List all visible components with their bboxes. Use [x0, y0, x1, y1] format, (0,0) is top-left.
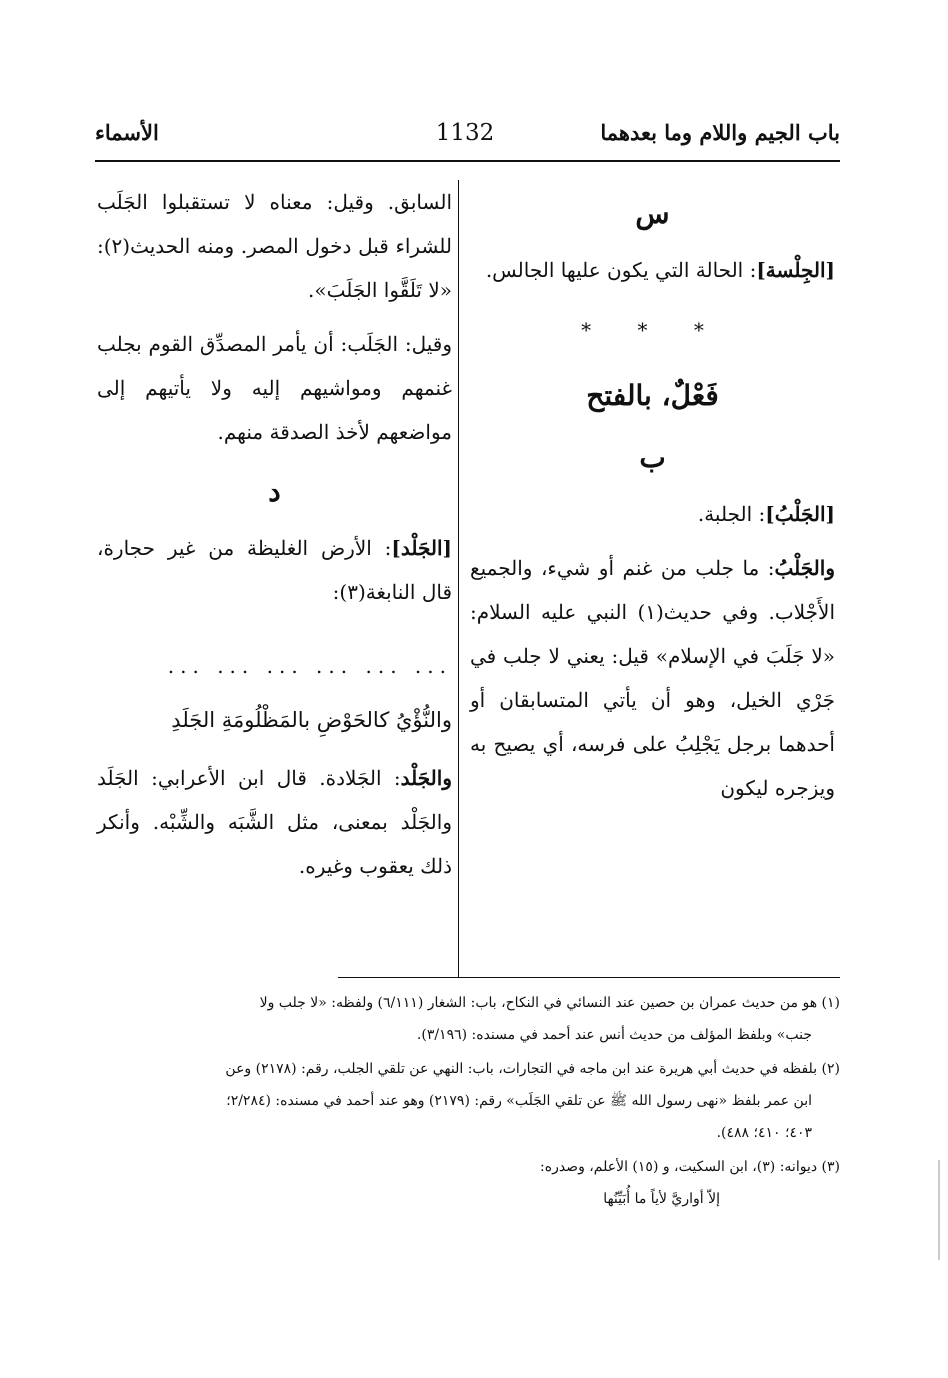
footnote-line: ٤٠٣؛ ٤١٠؛ ٤٨٨).: [716, 1125, 812, 1141]
page-header: [95, 112, 840, 160]
letter-heading-ba: ب: [639, 441, 666, 474]
entry-jilsa: [470, 248, 835, 292]
footnote-line: ابن عمر بلفظ «نهى رسول الله ﷺ عن تلقي الجَلَب» رقم: (٢١٧٩) وهو عند أحمد في مسنده: (٢/٢٨٤؛: [226, 1093, 812, 1109]
footnote-line: (٣) ديوانه: (٣)، ابن السكيت، و (١٥) الأعلم، وصدره:: [540, 1159, 840, 1175]
poetry-verse: والنُّؤْيُ كالحَوْضِ بالمَظْلُومَةِ الجَلَدِ: [171, 708, 452, 732]
section-separator: * * *: [581, 318, 724, 342]
scan-edge-mark: [938, 1160, 940, 1260]
footnote-line: جنب» وبلفظ المؤلف من حديث أنس عند أحمد في مسنده: (٣/١٩٦).: [416, 1027, 812, 1043]
headword: [الجَلْد]: [391, 536, 452, 560]
letter-heading-dal: د: [268, 475, 281, 508]
entry-jald: [97, 526, 452, 614]
page-number: 1132: [435, 120, 495, 146]
entry-text: : ما جلب من غنم أو شيء، والجميع الأَجْلاب. وفي حديث(١) النبي عليه السلام: «لا جَلَبَ في الإسلام» قيل: يعني لا جلب في جَرْي الخيل، وهو أن يأتي المتسابقان أو أحدهما برجل يَجْلِبُ على فرسه، أي يصيح به ويزجره ليكون: [470, 556, 835, 800]
footnote-1: [95, 987, 840, 1051]
entry-jald-2: [97, 756, 452, 888]
footnote-rule: [338, 977, 840, 978]
entry-jalb: [470, 492, 835, 536]
letter-heading-sin: س: [635, 197, 670, 230]
entry-text: : الأرض الغليظة من غير حجارة، قال النابغة(٣):: [97, 536, 452, 604]
headword: والجَلْد: [400, 766, 452, 790]
entry-text: : الحالة التي يكون عليها الجالس.: [485, 258, 757, 282]
footnote-verse: إلاّ أواريَّ لأياً ما أُبَيِّنُها: [603, 1191, 720, 1207]
verse-ellipsis: ... ... ... ... ... ...: [167, 654, 452, 678]
headword: [الجِلْسة]: [756, 258, 835, 282]
footnote-2: [95, 1053, 840, 1149]
section-title: الأسماء: [95, 120, 159, 145]
entry-text: : الجَلادة. قال ابن الأعرابي: الجَلَد والجَلْد بمعنى، مثل الشَّبَه والشِّبْه. وأنكر ذلك يعقوب وغيره.: [97, 766, 452, 878]
paragraph: وقيل: الجَلَب: أن يأمر المصدِّق القوم بجلب غنمهم ومواشيهم إليه ولا يأتيهم إلى مواضعهم لأخذ الصدقة منهم.: [97, 332, 452, 444]
header-rule: [95, 160, 840, 162]
left-column: [97, 180, 452, 898]
pattern-heading: فَعْلٌ، بالفتح: [586, 379, 719, 412]
footnote-3: [95, 1151, 840, 1215]
paragraph: السابق. وقيل: معناه لا تستقبلوا الجَلَب للشراء قبل دخول المصر. ومنه الحديث(٢): «لا تَلَقَّوا الجَلَبَ».: [97, 190, 452, 302]
headword: [الجَلْبُ]: [765, 502, 835, 526]
footnotes: [95, 987, 840, 1217]
column-divider: [458, 180, 459, 977]
right-column: [470, 180, 835, 820]
chapter-title: باب الجيم واللام وما بعدهما: [600, 120, 840, 145]
footnote-line: (٢) بلفظه في حديث أبي هريرة عند ابن ماجه في التجارات، باب: النهي عن تلقي الجلب، رقم: (٢١٧٨) وعن: [225, 1061, 840, 1077]
entry-jalb-2: [470, 546, 835, 810]
entry-text: : الجلبة.: [697, 502, 766, 526]
footnote-line: (١) هو من حديث عمران بن حصين عند النسائي في النكاح، باب: الشغار (٦/١١١) ولفظه: «لا جلب ولا: [259, 995, 840, 1011]
headword: والجَلْبُ: [774, 556, 835, 580]
